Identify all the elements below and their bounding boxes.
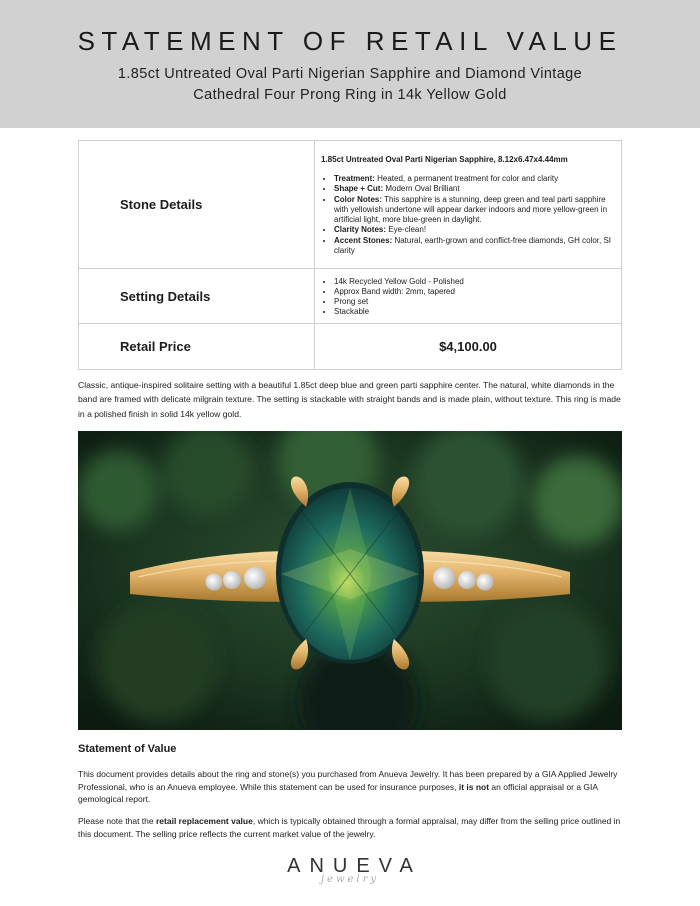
accent-diamond bbox=[206, 574, 223, 591]
list-item: • Accent Stones: Natural, earth-grown and conflict-free diamonds, GH color, SI clarity bbox=[334, 236, 616, 256]
list-item: • Color Notes: This sapphire is a stunning, deep green and teal parti sapphire with yellowish undertone will appear darker indoors and more yellow-green in artificial light, more blue-green in daylight. bbox=[334, 195, 616, 226]
accent-diamond bbox=[244, 567, 266, 589]
accent-diamond bbox=[433, 567, 455, 589]
setting-details-info bbox=[315, 269, 622, 324]
setting-details-list bbox=[321, 277, 616, 318]
accent-diamond bbox=[477, 574, 494, 591]
subtitle-line-1: 1.85ct Untreated Oval Parti Nigerian Sapphire and Diamond Vintage bbox=[117, 66, 583, 82]
anueva-logo bbox=[250, 855, 450, 885]
statement-paragraph-2: Please note that the retail replacement value, which is typically obtained through a formal appraisal, may differ from the selling price outlined in this document. The selling price reflects the current market value of the jewelry. bbox=[78, 816, 621, 839]
stone-title: 1.85ct Untreated Oval Parti Nigerian Sapphire, 8.12x6.47x4.44mm bbox=[321, 155, 568, 165]
list-item: • Treatment: Heated, a permanent treatment for color and clarity bbox=[334, 174, 616, 184]
details-table bbox=[78, 140, 622, 370]
list-item: • 14k Recycled Yellow Gold - Polished bbox=[334, 277, 616, 287]
header-banner bbox=[0, 0, 700, 128]
list-item: • Approx Band width: 2mm, tapered bbox=[334, 287, 616, 297]
statement-paragraph-1: This document provides details about the ring and stone(s) you purchased from Anueva Jewelry. It has been prepared by a GIA Applied Jewelry Professional, who is an Anueva employee. While this statement can be used for insurance purposes, it is not an official appraisal or a GIA gemological report. bbox=[78, 769, 618, 804]
list-item: • Stackable bbox=[334, 307, 616, 317]
stone-details-list bbox=[321, 174, 616, 256]
retail-price-value: $4,100.00 bbox=[315, 324, 622, 370]
subtitle-line-2: Cathedral Four Prong Ring in 14k Yellow Gold bbox=[193, 87, 507, 103]
retail-price-label: Retail Price bbox=[79, 324, 315, 370]
statement-title: Statement of Value bbox=[78, 743, 177, 755]
ring-subtitle bbox=[50, 64, 650, 106]
ring-description: Classic, antique-inspired solitaire setting with a beautiful 1.85ct deep blue and green parti sapphire center. The natural, white diamonds in the band are framed with delicate milgrain texture. The setting is stackable with straight bands and is made plain, without texture. This ring is made in a polished finish in solid 14k yellow gold. bbox=[78, 380, 621, 419]
logo-sub: jewelry bbox=[320, 874, 380, 885]
sapphire-ring-photo bbox=[78, 431, 622, 730]
setting-details-label: Setting Details bbox=[79, 269, 315, 324]
list-item: • Prong set bbox=[334, 297, 616, 307]
list-item: • Clarity Notes: Eye-clean! bbox=[334, 225, 616, 235]
stone-details-label: Stone Details bbox=[79, 141, 315, 269]
accent-diamond bbox=[223, 571, 241, 589]
logo-brand: ANUEVA bbox=[287, 855, 422, 877]
page-title: STATEMENT OF RETAIL VALUE bbox=[77, 26, 623, 56]
list-item: • Shape + Cut: Modern Oval Brilliant bbox=[334, 184, 616, 194]
accent-diamond bbox=[458, 571, 476, 589]
stone-details-info bbox=[315, 141, 622, 269]
